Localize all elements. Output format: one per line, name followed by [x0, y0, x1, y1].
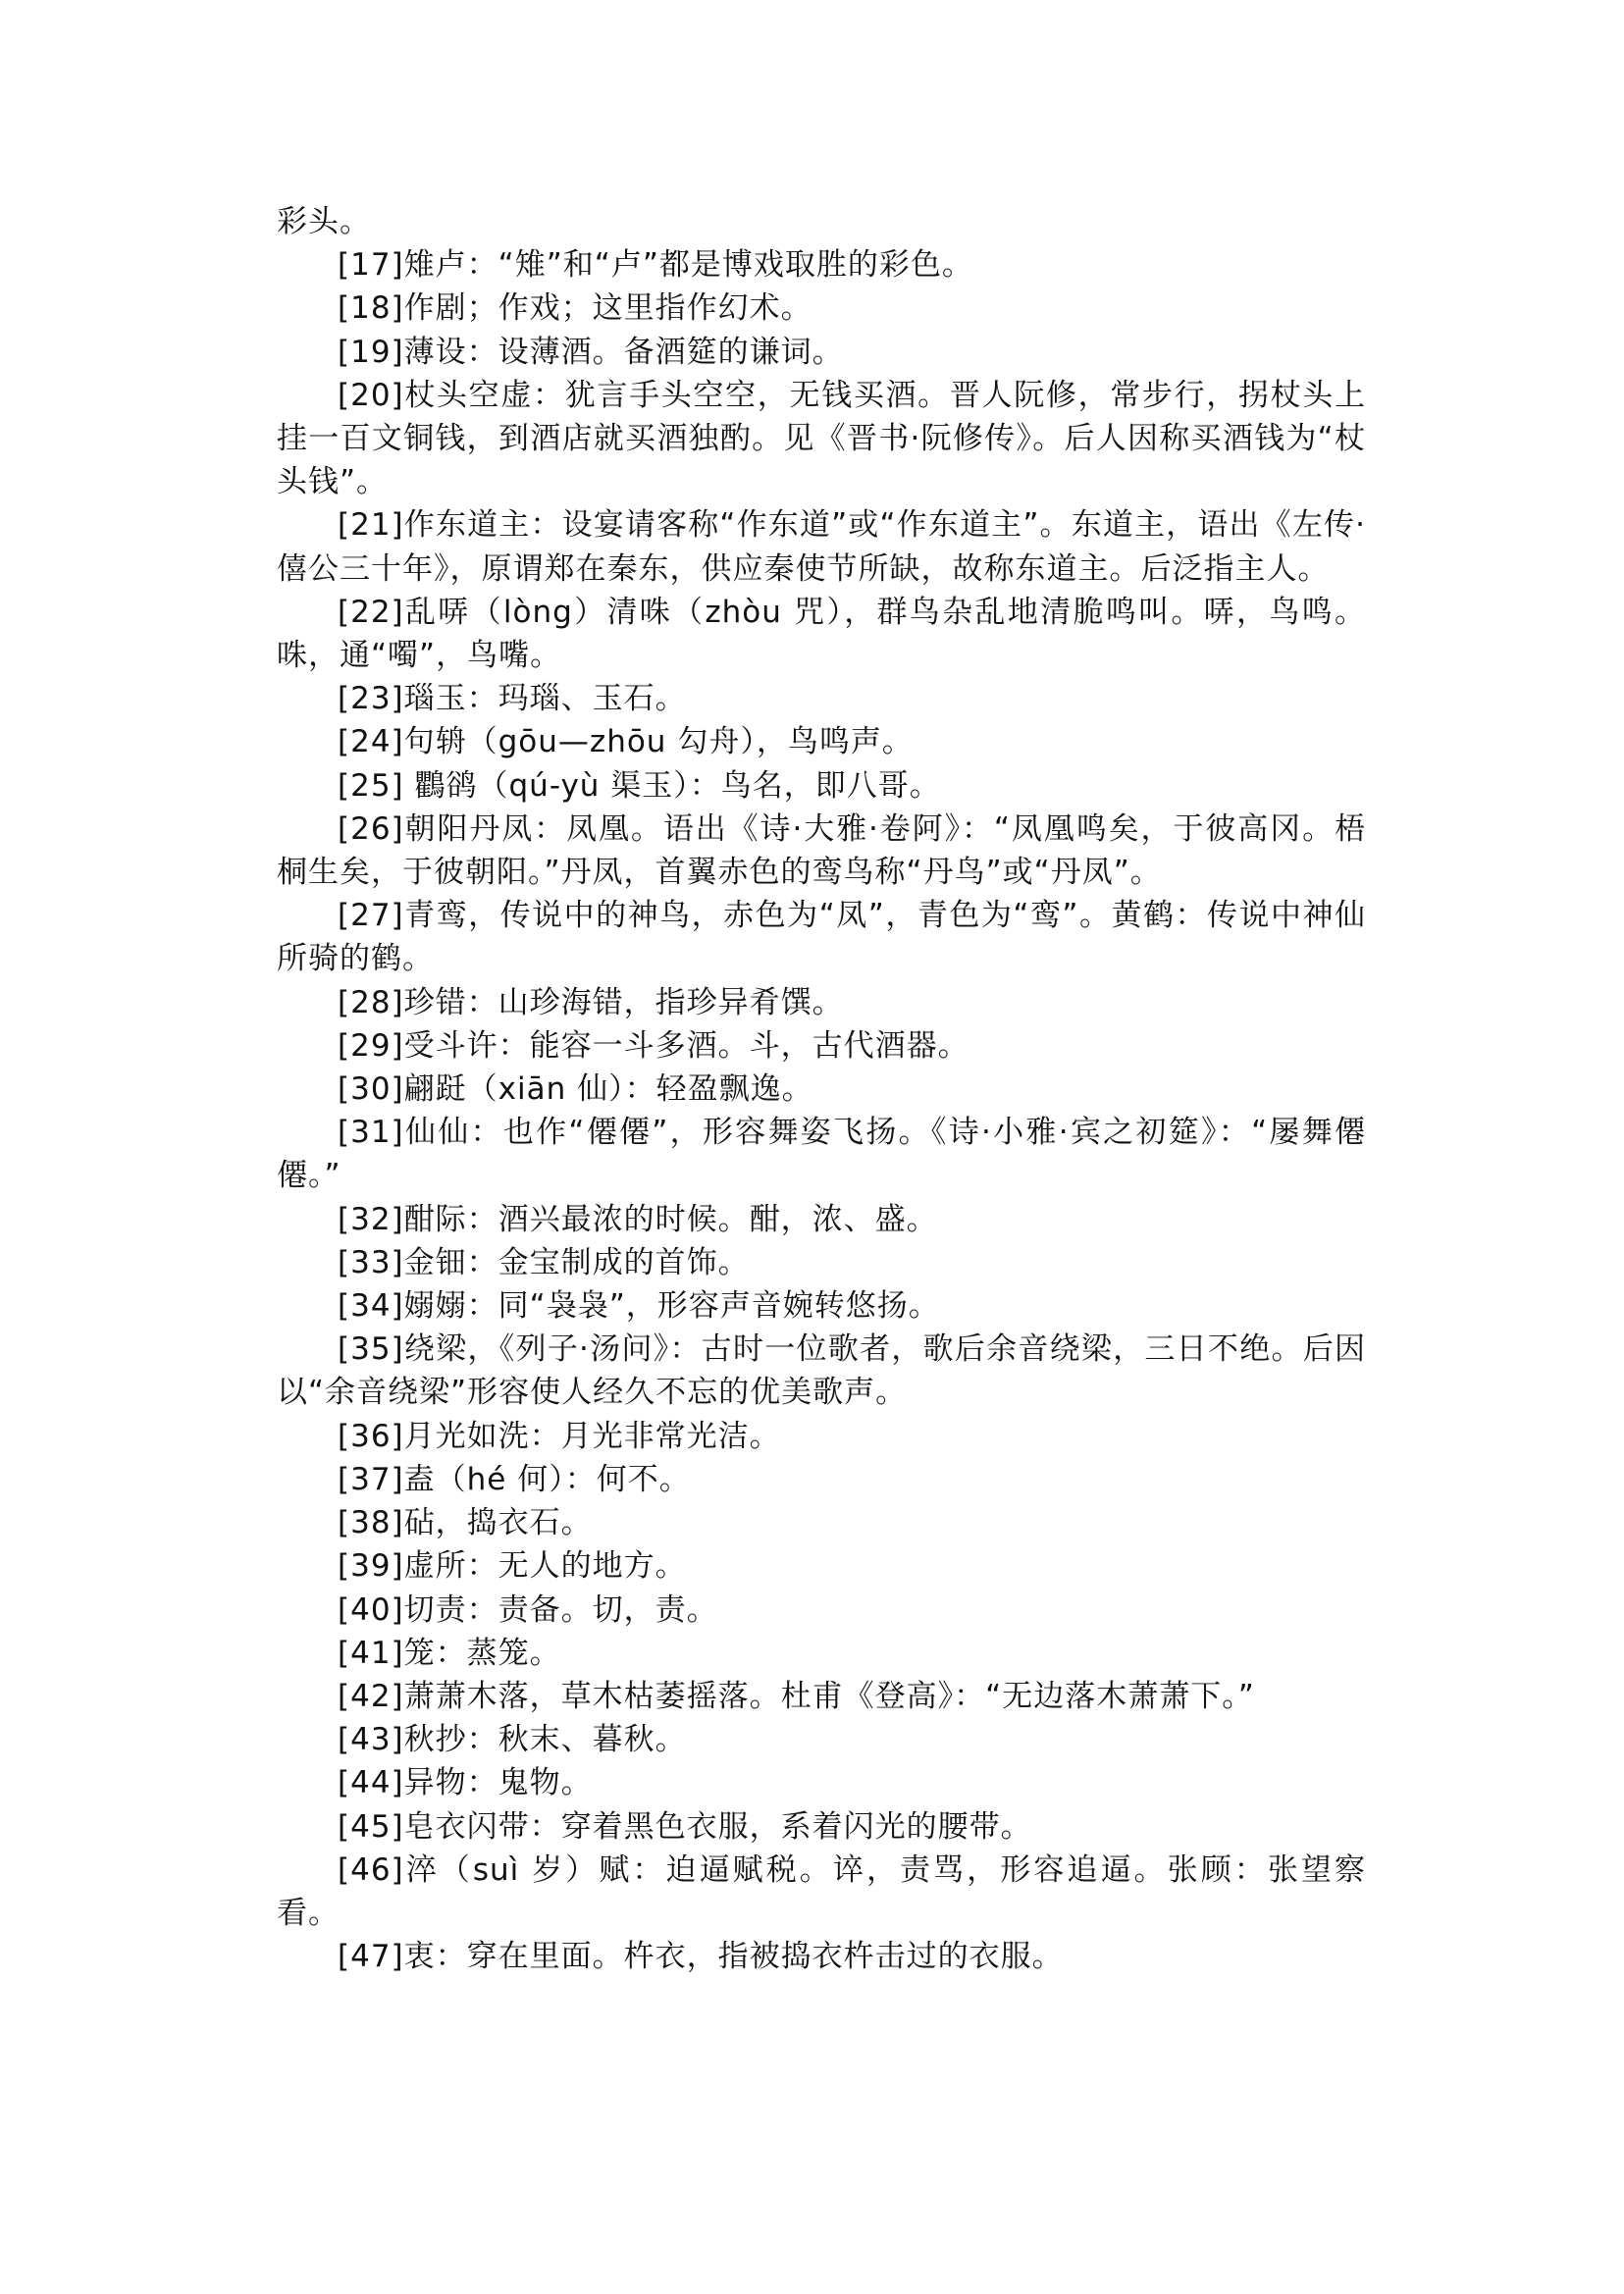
note-29: [29]受斗许：能容一斗多酒。斗，古代酒器。 [338, 1027, 969, 1064]
note-26: [26]朝阳丹凤：凤凰。语出《诗·大雅·卷阿》：“凤凰鸣矣，于彼高冈。梧桐生矣，于彼朝阳。”丹凤，首翼赤色的鸾鸟称“丹鸟”或“丹凤”。 [277, 810, 1366, 891]
note-23: [23]瑙玉：玛瑙、玉石。 [338, 681, 687, 717]
note-31: [31]仙仙：也作“僊僊”，形容舞姿飞扬。《诗·小雅·宾之初筵》：“屡舞僊僊。” [277, 1115, 1366, 1194]
note-42: [42]萧萧木落，草木枯萎摇落。杜甫《登高》：“无边落木萧萧下。” [338, 1678, 1255, 1714]
note-18: [18]作剧；作戏；这里指作幻术。 [338, 290, 812, 327]
note-24: [24]句辀（gōu—zhōu 勾舟），鸟鸣声。 [338, 724, 914, 760]
note-41: [41]笼：蒸笼。 [338, 1635, 561, 1671]
note-45: [45]皂衣闪带：穿着黑色衣服，系着闪光的腰带。 [338, 1808, 1032, 1845]
note-27: [27]青鸾，传说中的神鸟，赤色为“凤”，青色为“鸾”。黄鹤：传说中神仙所骑的鹤。 [277, 898, 1366, 977]
note-21: [21]作东道主：设宴请客称“作东道”或“作东道主”。东道主，语出《左传·僖公三十年》，原谓郑在秦东，供应秦使节所缺，故称东道主。后泛指主人。 [277, 507, 1366, 587]
annotation-notes [277, 200, 1366, 1978]
note-35: [35]绕梁，《列子·汤问》：古时一位歌者，歌后余音绕梁，三日不绝。后因以“余音绕梁”形容使人经久不忘的优美歌声。 [277, 1331, 1366, 1411]
note-22: [22]乱哢（lòng）清咮（zhòu 咒），群鸟杂乱地清脆鸣叫。哢，鸟鸣。咮，通“噣”，鸟嘴。 [277, 594, 1366, 674]
note-34: [34]嫋嫋：同“袅袅”，形容声音婉转悠扬。 [338, 1288, 940, 1325]
note-39: [39]虚所：无人的地方。 [338, 1548, 687, 1585]
note-44: [44]异物：鬼物。 [338, 1765, 593, 1801]
note-36: [36]月光如洗：月光非常光洁。 [338, 1418, 781, 1454]
note-32: [32]酣际：酒兴最浓的时候。酣，浓、盛。 [338, 1201, 938, 1237]
note-43: [43]秋抄：秋末、暮秋。 [338, 1722, 687, 1758]
note-19: [19]薄设：设薄酒。备酒筵的谦词。 [338, 334, 844, 370]
note-33: [33]金钿：金宝制成的首饰。 [338, 1244, 750, 1280]
note-37: [37]盍（hé 何）：何不。 [338, 1461, 691, 1497]
note-28: [28]珍错：山珍海错，指珍异肴馔。 [338, 984, 844, 1020]
note-40: [40]切责：责备。切，责。 [338, 1591, 718, 1628]
note-25: [25] 鸜鹆（qú-yù 渠玉）：鸟名，即八哥。 [338, 767, 941, 804]
note-17: [17]雉卢：“雉”和“卢”都是博戏取胜的彩色。 [338, 247, 973, 284]
note-47: [47]衷：穿在里面。杵衣，指被捣衣杵击过的衣服。 [338, 1939, 1064, 1975]
note-continuation: 彩头。 [277, 204, 371, 239]
note-38: [38]砧，捣衣石。 [338, 1505, 593, 1541]
note-30: [30]翩跹（xiān 仙）：轻盈飘逸。 [338, 1071, 813, 1108]
note-46: [46]淬（suì 岁）赋：迫逼赋税。谇，责骂，形容追逼。张顾：张望察看。 [277, 1851, 1366, 1931]
note-20: [20]杖头空虚：犹言手头空空，无钱买酒。晋人阮修，常步行，拐杖头上挂一百文铜钱，到酒店就买酒独酌。见《晋书·阮修传》。后人因称买酒钱为“杖头钱”。 [277, 377, 1366, 500]
